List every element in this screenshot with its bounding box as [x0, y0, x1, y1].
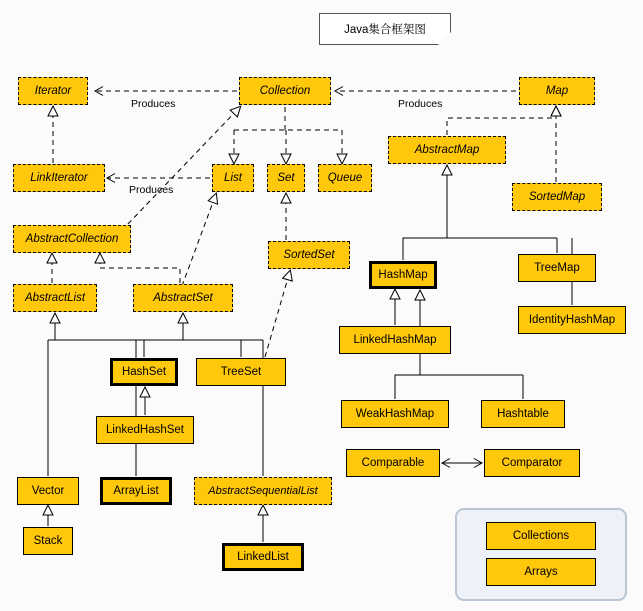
node-label: Collections	[512, 529, 570, 542]
node-comparator[interactable]	[484, 449, 580, 477]
node-label: HashMap	[378, 268, 428, 281]
node-comparable[interactable]	[346, 449, 440, 477]
node-label: Arrays	[524, 565, 558, 578]
node-identityhashmap[interactable]	[518, 306, 626, 334]
node-label: Set	[277, 171, 295, 184]
node-label: Queue	[327, 171, 363, 184]
node-treeset[interactable]	[196, 358, 286, 386]
node-arrays[interactable]	[486, 558, 596, 586]
node-label: AbstractCollection	[25, 232, 119, 245]
node-iterator[interactable]	[18, 77, 88, 105]
node-label: Comparator	[501, 456, 563, 469]
node-label: LinkIterator	[30, 171, 88, 184]
node-linkedhashset[interactable]	[96, 416, 194, 444]
node-vector[interactable]	[17, 477, 79, 505]
edge-label-produces-list: Produces	[129, 184, 174, 196]
node-linkedlist[interactable]	[222, 543, 304, 571]
note-fold-icon	[438, 32, 451, 45]
node-linkedhashmap[interactable]	[339, 326, 451, 354]
node-label: Stack	[33, 534, 63, 547]
node-label: AbstractList	[24, 291, 86, 304]
node-stack[interactable]	[23, 527, 73, 555]
node-list[interactable]	[212, 164, 254, 192]
node-label: SortedMap	[528, 190, 586, 203]
node-label: Iterator	[34, 84, 72, 97]
edge-label-produces-map: Produces	[398, 98, 443, 110]
node-collections[interactable]	[486, 522, 596, 550]
node-label: ArrayList	[113, 484, 159, 497]
node-label: List	[224, 171, 242, 184]
node-label: Vector	[31, 484, 65, 497]
node-label: AbstractSequentialList	[208, 484, 318, 497]
node-label: LinkedHashMap	[353, 333, 437, 346]
edge-label-produces-iterator: Produces	[131, 98, 176, 110]
node-label: LinkedList	[237, 550, 289, 563]
diagram-title-note	[319, 13, 451, 45]
node-abstractset[interactable]	[133, 284, 233, 312]
node-label: Map	[545, 84, 569, 97]
node-abstractsequentiallist[interactable]	[194, 477, 332, 505]
node-label: SortedSet	[283, 248, 335, 261]
node-label: IdentityHashMap	[528, 313, 616, 326]
node-label: TreeSet	[220, 365, 262, 378]
node-set[interactable]	[267, 164, 305, 192]
node-label: Collection	[259, 84, 311, 97]
node-label: Comparable	[361, 456, 425, 469]
node-label: HashSet	[121, 365, 167, 378]
node-label: AbstractMap	[414, 143, 480, 156]
node-hashtable[interactable]	[481, 400, 565, 428]
node-label: AbstractSet	[153, 291, 213, 304]
node-hashmap[interactable]	[369, 261, 437, 289]
node-sortedmap[interactable]	[512, 183, 602, 211]
node-map[interactable]	[519, 77, 595, 105]
node-abstractlist[interactable]	[13, 284, 97, 312]
node-arraylist[interactable]	[100, 477, 172, 505]
node-label: WeakHashMap	[355, 407, 435, 420]
node-weakhashmap[interactable]	[341, 400, 449, 428]
node-hashset[interactable]	[110, 358, 178, 386]
node-label: Hashtable	[497, 407, 549, 420]
node-collection[interactable]	[239, 77, 331, 105]
node-label: TreeMap	[534, 261, 580, 274]
node-abstractcollection[interactable]	[13, 225, 131, 253]
node-listiterator[interactable]	[13, 164, 105, 192]
node-abstractmap[interactable]	[388, 136, 506, 164]
node-queue[interactable]	[318, 164, 372, 192]
node-treemap[interactable]	[518, 254, 596, 282]
node-sortedset[interactable]	[268, 241, 350, 269]
diagram-title: Java集合框架图	[344, 24, 426, 36]
node-label: LinkedHashSet	[106, 423, 184, 436]
